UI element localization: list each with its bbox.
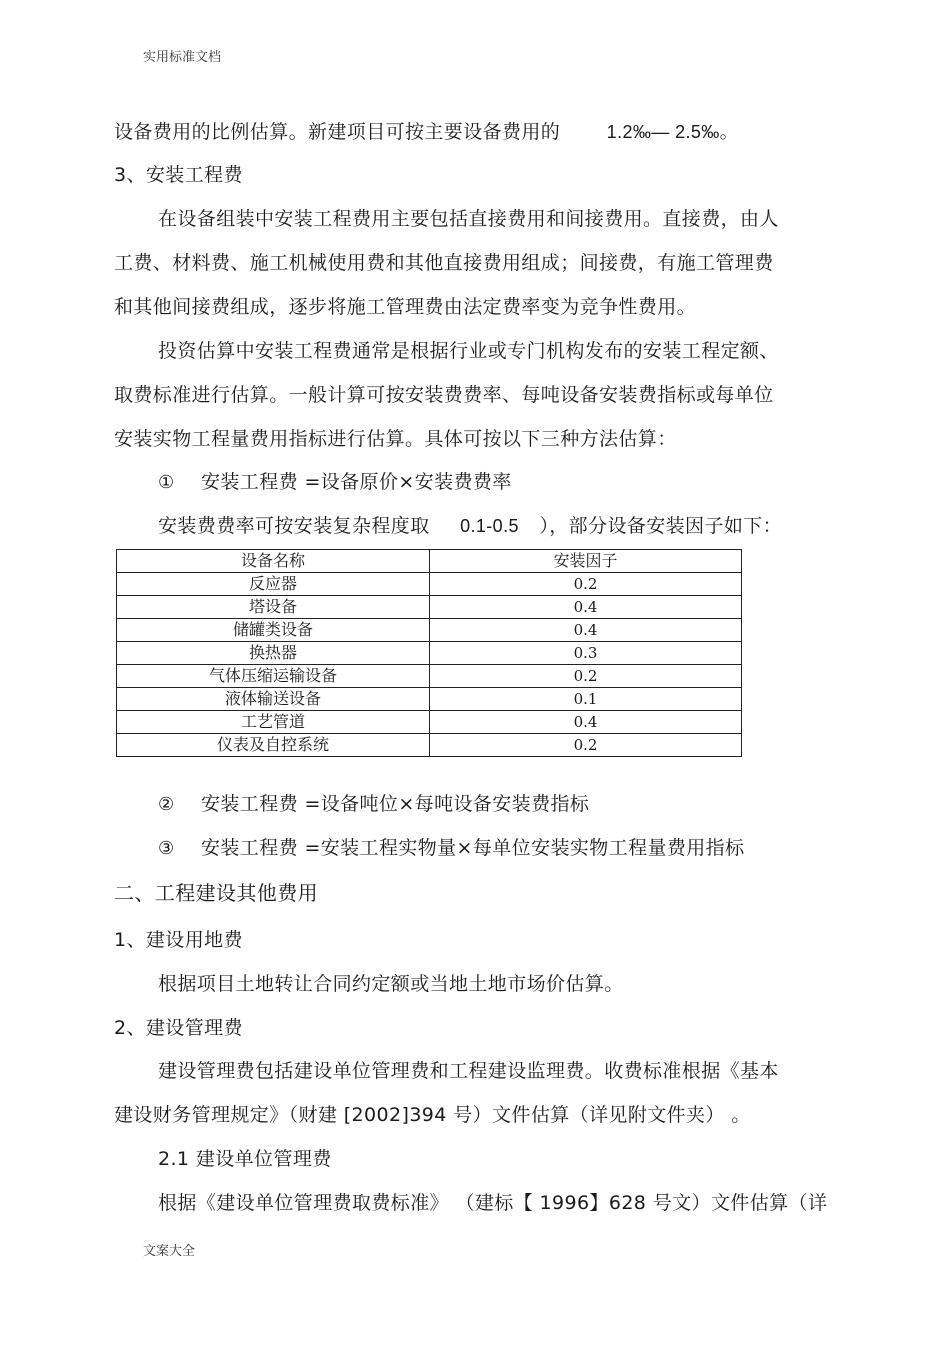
- col-header-factor: 安装因子: [430, 550, 742, 573]
- section-1-title: 1、建设用地费: [114, 929, 243, 951]
- table-row: [117, 619, 742, 642]
- paragraph-line: 在设备组装中安装工程费用主要包括直接费用和间接费用。直接费，由人: [158, 208, 779, 230]
- table-row: [117, 665, 742, 688]
- method-2-formula: 安装工程费 =设备吨位×每吨设备安装费指标: [201, 793, 590, 815]
- col-header-equipment: 设备名称: [117, 550, 430, 573]
- paragraph-line: 投资估算中安装工程费通常是根据行业或专门机构发布的安装工程定额、: [158, 340, 779, 362]
- paragraph-line: 安装实物工程量费用指标进行估算。具体可按以下三种方法估算：: [114, 428, 677, 450]
- permille-range: 1.2‰— 2.5‰。: [606, 122, 739, 142]
- equipment-name: 气体压缩运输设备: [117, 665, 430, 688]
- page-header: 实用标准文档: [143, 50, 222, 65]
- paragraph-line: 根据《建设单位管理费取费标准》 （建标【 1996】628 号文）文件估算（详: [158, 1192, 828, 1214]
- paragraph-line: 建设管理费包括建设单位管理费和工程建设监理费。收费标准根据《基本: [158, 1060, 779, 1082]
- equipment-name: 液体输送设备: [117, 688, 430, 711]
- install-factor: 0.4: [430, 711, 742, 734]
- table-header-row: [117, 550, 742, 573]
- equipment-name: 换热器: [117, 642, 430, 665]
- equipment-name: 工艺管道: [117, 711, 430, 734]
- table-row: [117, 573, 742, 596]
- method-3-formula: 安装工程费 =安装工程实物量×每单位安装实物工程量费用指标: [201, 837, 745, 859]
- table-row: [117, 734, 742, 757]
- method-2-mark: ②: [158, 794, 175, 815]
- subsection-2-1-title: 2.1 建设单位管理费: [158, 1148, 332, 1170]
- install-factor-table: [116, 549, 742, 757]
- table-row: [117, 596, 742, 619]
- page-footer: 文案大全: [143, 1244, 196, 1259]
- method-3-mark: ③: [158, 838, 175, 859]
- table-row: [117, 642, 742, 665]
- equipment-name: 仪表及自控系统: [117, 734, 430, 757]
- paragraph-line: 和其他间接费组成，逐步将施工管理费由法定费率变为竞争性费用。: [114, 296, 697, 318]
- table-row: [117, 688, 742, 711]
- install-factor: 0.4: [430, 619, 742, 642]
- paragraph-line: 建设财务管理规定》（财建 [2002]394 号）文件估算（详见附文件夹） 。: [114, 1104, 751, 1126]
- rate-note: [158, 511, 782, 538]
- equipment-name: 反应器: [117, 573, 430, 596]
- method-1: [158, 467, 512, 494]
- section-2-title: 2、建设管理费: [114, 1017, 243, 1039]
- install-factor: 0.2: [430, 573, 742, 596]
- equipment-name: 储罐类设备: [117, 619, 430, 642]
- section-1-text: 根据项目土地转让合同约定额或当地土地市场价估算。: [158, 973, 624, 995]
- install-factor: 0.2: [430, 734, 742, 757]
- method-3: [158, 833, 744, 860]
- install-factor: 0.2: [430, 665, 742, 688]
- paragraph-line: 工费、材料费、施工机械使用费和其他直接费用组成；间接费，有施工管理费: [114, 252, 774, 274]
- section-3-title: 3、安装工程费: [114, 164, 243, 186]
- continuation-line: [114, 117, 738, 144]
- equipment-name: 塔设备: [117, 596, 430, 619]
- part-2-title: 二、工程建设其他费用: [114, 881, 318, 905]
- table-row: [117, 711, 742, 734]
- install-factor: 0.3: [430, 642, 742, 665]
- method-1-mark: ①: [158, 472, 175, 493]
- method-2: [158, 789, 589, 816]
- continuation-text: 设备费用的比例估算。新建项目可按主要设备费用的: [114, 121, 561, 143]
- rate-note-tail: ），部分设备安装因子如下：: [539, 515, 783, 537]
- method-1-formula: 安装工程费 =设备原价×安装费费率: [201, 471, 512, 493]
- rate-note-text: 安装费费率可按安装复杂程度取: [158, 515, 430, 537]
- install-factor: 0.4: [430, 596, 742, 619]
- install-factor: 0.1: [430, 688, 742, 711]
- rate-range: 0.1-0.5: [460, 516, 519, 536]
- paragraph-line: 取费标准进行估算。一般计算可按安装费费率、每吨设备安装费指标或每单位: [114, 384, 774, 406]
